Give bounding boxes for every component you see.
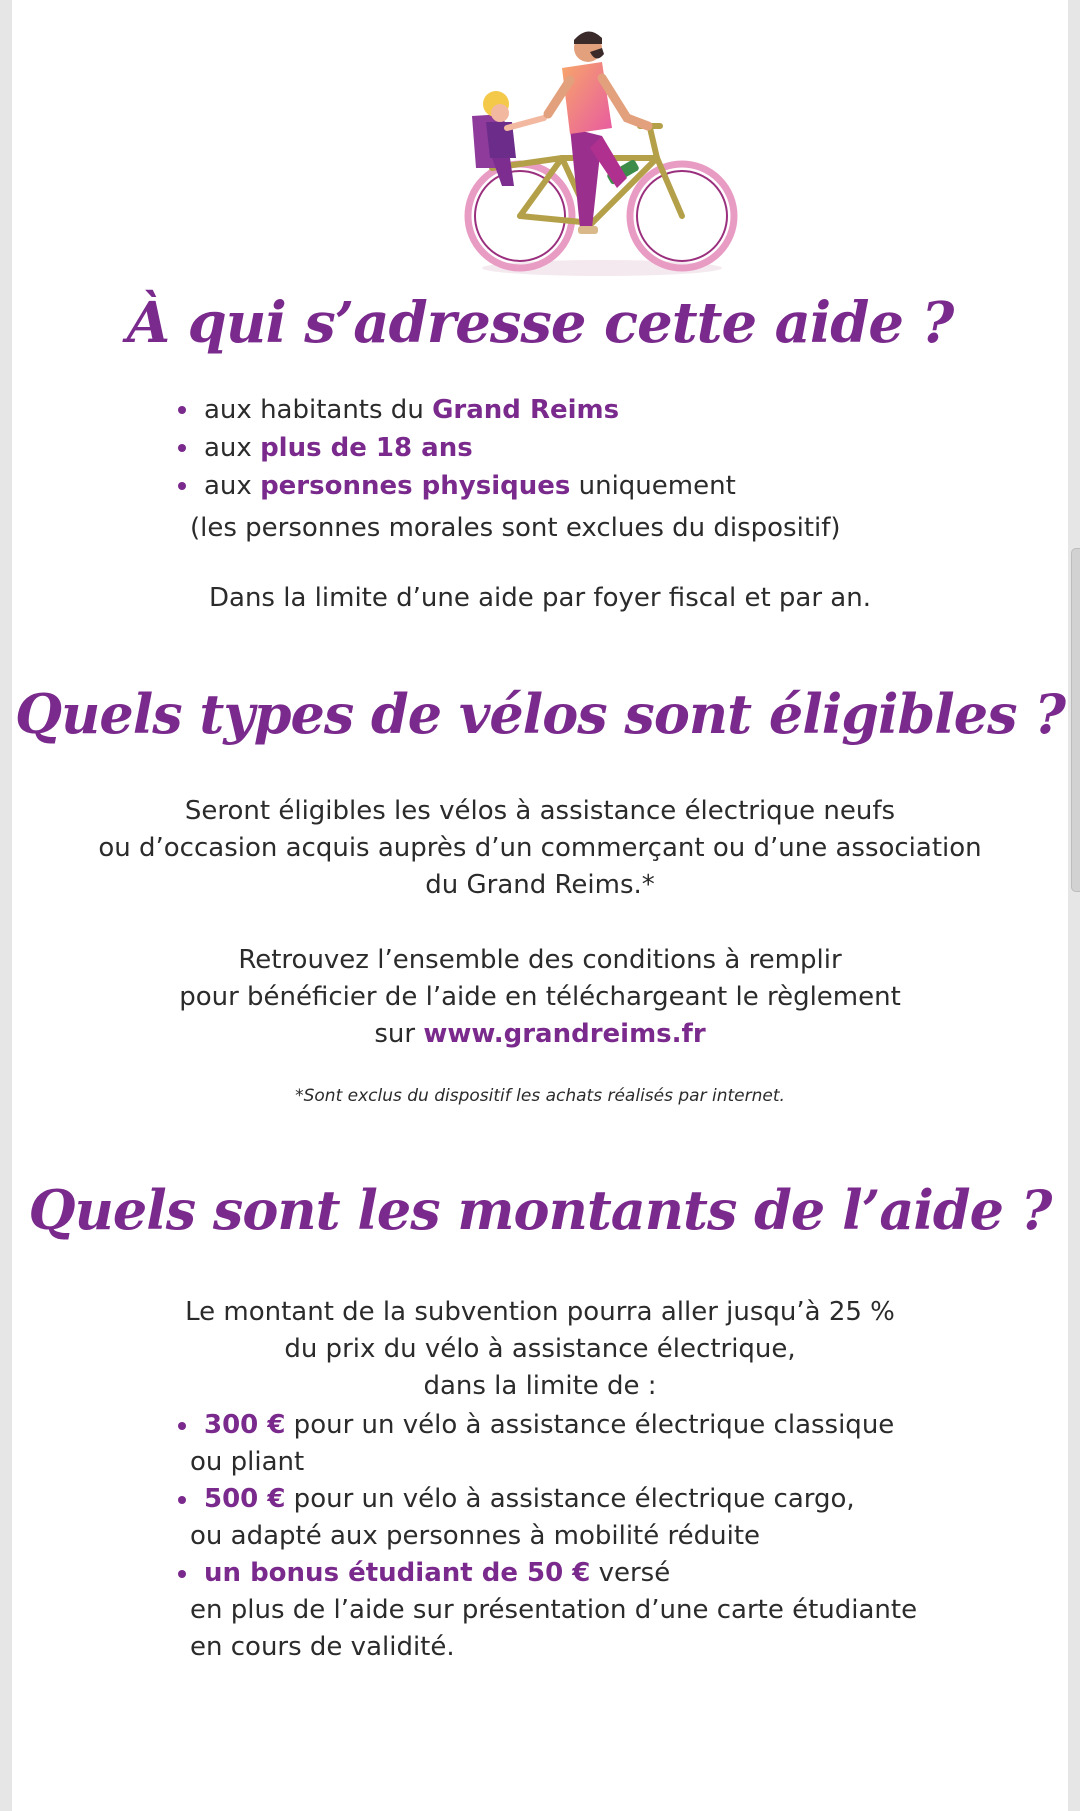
website-link[interactable]: www.grandreims.fr bbox=[423, 1019, 706, 1049]
amount-intro-line: dans la limite de : bbox=[423, 1371, 657, 1401]
eligible-line: ou d’occasion acquis auprès d’un commerçant ou d’une association bbox=[98, 833, 982, 863]
bullet-icon bbox=[178, 1422, 186, 1430]
amount-text: pour un vélo à assistance électrique cargo, bbox=[285, 1484, 855, 1514]
amount-continuation: en cours de validité. bbox=[190, 1632, 455, 1662]
list-item bbox=[176, 1407, 894, 1444]
cyclist-illustration bbox=[452, 18, 742, 283]
amount-item-3 bbox=[176, 1555, 670, 1592]
amount-intro-line: Le montant de la subvention pourra aller jusqu’à 25 % bbox=[185, 1297, 895, 1327]
item-highlight: personnes physiques bbox=[260, 471, 571, 501]
bullet-icon bbox=[178, 1496, 186, 1504]
amount-item-2 bbox=[176, 1481, 855, 1518]
website-prefix: sur bbox=[374, 1019, 424, 1049]
item-text-suffix: uniquement bbox=[570, 471, 736, 501]
eligible-line: Seront éligibles les vélos à assistance électrique neufs bbox=[184, 796, 896, 826]
footnote: *Sont exclus du dispositif les achats réalisés par internet. bbox=[295, 1086, 785, 1106]
section-heading-amounts: Quels sont les montants de l’aide ? bbox=[28, 1178, 1052, 1242]
page bbox=[12, 0, 1068, 1811]
conditions-line: pour bénéficier de l’aide en téléchargeant le règlement bbox=[179, 982, 901, 1012]
amount-text: pour un vélo à assistance électrique classique bbox=[285, 1410, 895, 1440]
item-highlight: plus de 18 ans bbox=[260, 433, 473, 463]
exclusion-note: (les personnes morales sont exclues du dispositif) bbox=[190, 513, 841, 543]
amount-value: 300 € bbox=[204, 1410, 286, 1440]
amount-item-1 bbox=[176, 1407, 894, 1444]
item-text: aux habitants du bbox=[204, 395, 433, 425]
item-highlight: Grand Reims bbox=[432, 395, 620, 425]
list-item bbox=[176, 1481, 855, 1518]
website-line bbox=[12, 1016, 1068, 1053]
bullet-icon bbox=[178, 444, 186, 452]
list-item bbox=[176, 467, 736, 505]
item-text: aux bbox=[204, 471, 261, 501]
amount-continuation: ou adapté aux personnes à mobilité réduite bbox=[190, 1521, 761, 1551]
eligible-line: du Grand Reims.* bbox=[425, 870, 655, 900]
list-item bbox=[176, 429, 736, 467]
section-heading-who: À qui s’adresse cette aide ? bbox=[126, 290, 954, 356]
conditions-line: Retrouvez l’ensemble des conditions à remplir bbox=[238, 945, 842, 975]
scrollbar-thumb[interactable] bbox=[1071, 548, 1080, 892]
amount-value: 500 € bbox=[204, 1484, 286, 1514]
eligibility-list bbox=[176, 391, 736, 505]
amount-continuation: en plus de l’aide sur présentation d’une carte étudiante bbox=[190, 1595, 918, 1625]
bullet-icon bbox=[178, 482, 186, 490]
amount-text: versé bbox=[590, 1558, 671, 1588]
amount-intro-line: du prix du vélo à assistance électrique, bbox=[284, 1334, 796, 1364]
list-item bbox=[176, 1555, 670, 1592]
amount-value: un bonus étudiant de 50 € bbox=[204, 1558, 591, 1588]
list-item bbox=[176, 391, 736, 429]
section-heading-bike-types: Quels types de vélos sont éligibles ? bbox=[15, 682, 1065, 746]
limit-note: Dans la limite d’une aide par foyer fiscal et par an. bbox=[209, 583, 871, 613]
item-text: aux bbox=[204, 433, 261, 463]
bullet-icon bbox=[178, 1570, 186, 1578]
bullet-icon bbox=[178, 406, 186, 414]
amount-continuation: ou pliant bbox=[190, 1447, 305, 1477]
